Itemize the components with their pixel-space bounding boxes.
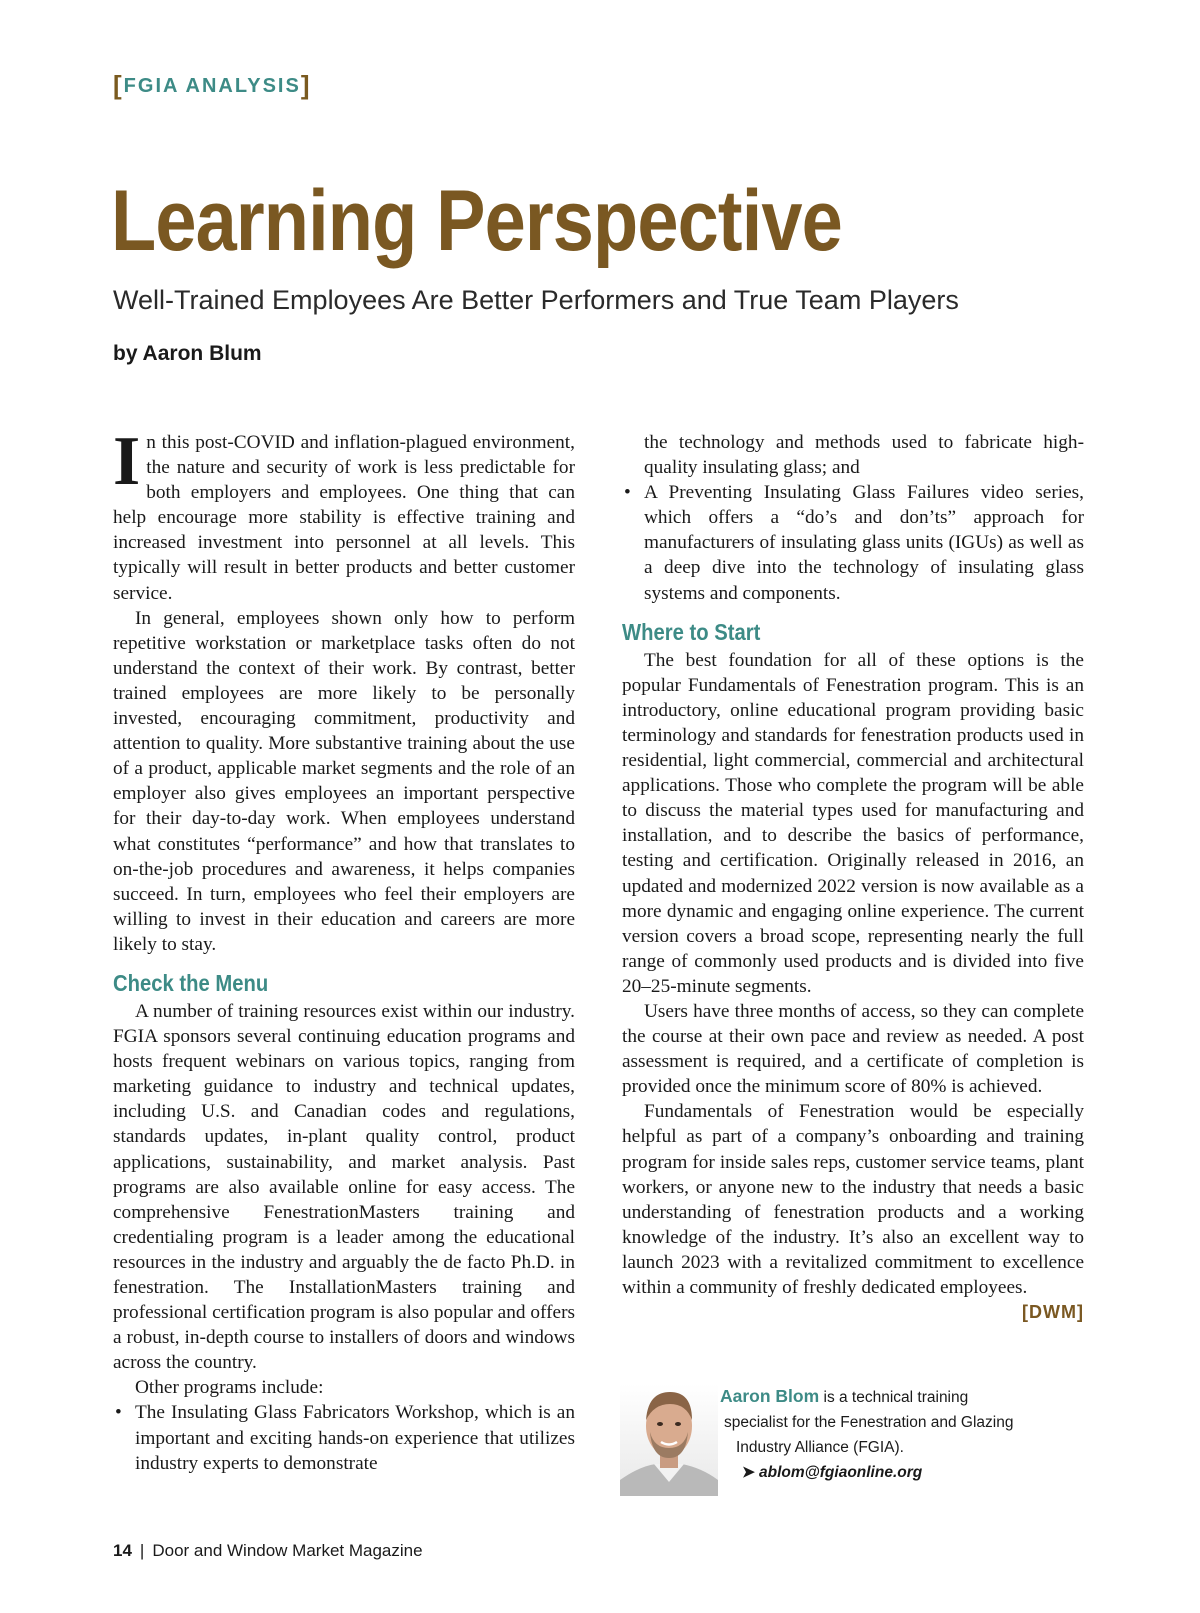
program-list xyxy=(113,1400,575,1475)
list-item xyxy=(113,1400,575,1475)
byline: by Aaron Blum xyxy=(113,342,262,365)
list-item-text: The Insulating Glass Fabricators Workshop, which is an important and exciting hands-on experience that utilizes industry experts to demonstrate xyxy=(135,1402,575,1474)
author-bio-line: specialist for the Fenestration and Glazing xyxy=(724,1414,1014,1431)
footer-separator: | xyxy=(139,1541,145,1560)
page-footer xyxy=(113,1541,423,1561)
arrow-icon: ➤ xyxy=(742,1464,755,1481)
bullet-icon: • xyxy=(115,1402,122,1424)
kicker-bracket-left: [ xyxy=(113,70,124,100)
article-title: Learning Perspective xyxy=(111,173,842,269)
paragraph-closing xyxy=(622,1099,1084,1323)
column-right xyxy=(622,430,1084,1325)
section-heading-where-to-start: Where to Start xyxy=(622,618,761,645)
section-heading-check-the-menu: Check the Menu xyxy=(113,969,269,996)
author-bio-text: is a technical training xyxy=(823,1389,969,1406)
program-list-continued xyxy=(622,430,1084,606)
list-item-text: the technology and methods used to fabricate high-quality insulating glass; and xyxy=(644,432,1084,479)
end-signoff: [DWM] xyxy=(1022,1302,1084,1323)
list-item-text: A Preventing Insulating Glass Failures video series, which offers a “do’s and don’ts” approach for manufacturers of insulating glass units (IGUs) as well as a deep dive into the technology of insulating glass systems and components. xyxy=(644,482,1084,604)
section-kicker xyxy=(113,70,311,101)
author-bio xyxy=(700,1384,1080,1485)
publication-name: Door and Window Market Magazine xyxy=(152,1541,423,1560)
author-bio-line xyxy=(700,1384,1080,1410)
page-number: 14 xyxy=(113,1541,132,1560)
list-item-continued xyxy=(622,430,1084,480)
author-bio-box xyxy=(620,1384,1080,1494)
paragraph-closing-text: Fundamentals of Fenestration would be especially helpful as part of a company’s onboarding and training program for inside sales reps, customer service teams, plant workers, or anyone new to the industry that needs a basic understanding of fenestration products and a working knowledge of the industry. It’s also an excellent way to launch 2023 with a revitalized commitment to excellence within a community of freshly dedicated employees. xyxy=(622,1101,1084,1298)
article-subtitle: Well-Trained Employees Are Better Performers and True Team Players xyxy=(113,285,959,315)
paragraph: In general, employees shown only how to perform repetitive workstation or marketplace tasks often do not understand the context of their work. By contrast, better trained employees are more likely to be personally invested, encouraging commitment, productivity and attention to quality. More substantive training about the use of a product, applicable market segments and the role of an employer also gives employees an important perspective for their day-to-day work. When employees understand what constitutes “performance” and how that translates to on-the-job procedures and awareness, it helps companies succeed. In turn, employees who feel their employers are willing to invest in their education and careers are more likely to stay. xyxy=(113,607,575,955)
bullet-icon: • xyxy=(624,482,631,504)
column-left xyxy=(113,423,575,1476)
author-bio-line: Industry Alliance (FGIA). xyxy=(736,1439,904,1456)
list-item xyxy=(622,480,1084,605)
paragraph: The best foundation for all of these options is the popular Fundamentals of Fenestration program. This is an introductory, online educational program providing basic terminology and standards for fenestration products used in residential, light commercial, commercial and architectural applications. Those who complete the program will be able to discuss the material types used for manufacturing and installation, and to describe the basics of performance, testing and certification. Originally released in 2016, an updated and modernized 2022 version is now available as a more dynamic and engaging online experience. The current version covers a broad scope, representing nearly the full range of commonly used products and is divided into five 20–25-minute segments. xyxy=(622,649,1084,997)
paragraph-intro xyxy=(113,423,575,606)
author-email-line xyxy=(700,1460,1080,1485)
kicker-bracket-right: ] xyxy=(300,70,312,100)
kicker-text: FGIA ANALYSIS xyxy=(123,75,301,97)
paragraph: Other programs include: xyxy=(135,1377,324,1399)
paragraph: Users have three months of access, so they can complete the course at their own pace and review as needed. A post assessment is required, and a certificate of completion is provided once the minimum score of 80% is achieved. xyxy=(622,1000,1084,1098)
author-name: Aaron Blom xyxy=(720,1386,820,1406)
author-email-link[interactable]: ablom@fgiaonline.org xyxy=(759,1464,923,1481)
paragraph: A number of training resources exist within our industry. FGIA sponsors several continuing education programs and hosts frequent webinars on various topics, ranging from marketing guidance to industry and technical updates, including U.S. and Canadian codes and regulations, standards updates, in-plant quality control, product applications, sustainability, and market analysis. Past programs are also available online for easy access. The comprehensive FenestrationMasters training and credentialing program is a leader among the educational resources in the industry and arguably the de facto Ph.D. in fenestration. The InstallationMasters training and professional certification program is also popular and offers a robust, in-depth course to installers of doors and windows across the country. xyxy=(113,1000,575,1374)
paragraph-intro-text: n this post-COVID and inflation-plagued environment, the nature and security of work is less predictable for both employers and employees. One thing that can help encourage more stability is effective training and increased investment into personnel at all levels. This typically will result in better products and better customer service. xyxy=(113,432,575,604)
dropcap: I xyxy=(113,423,141,500)
